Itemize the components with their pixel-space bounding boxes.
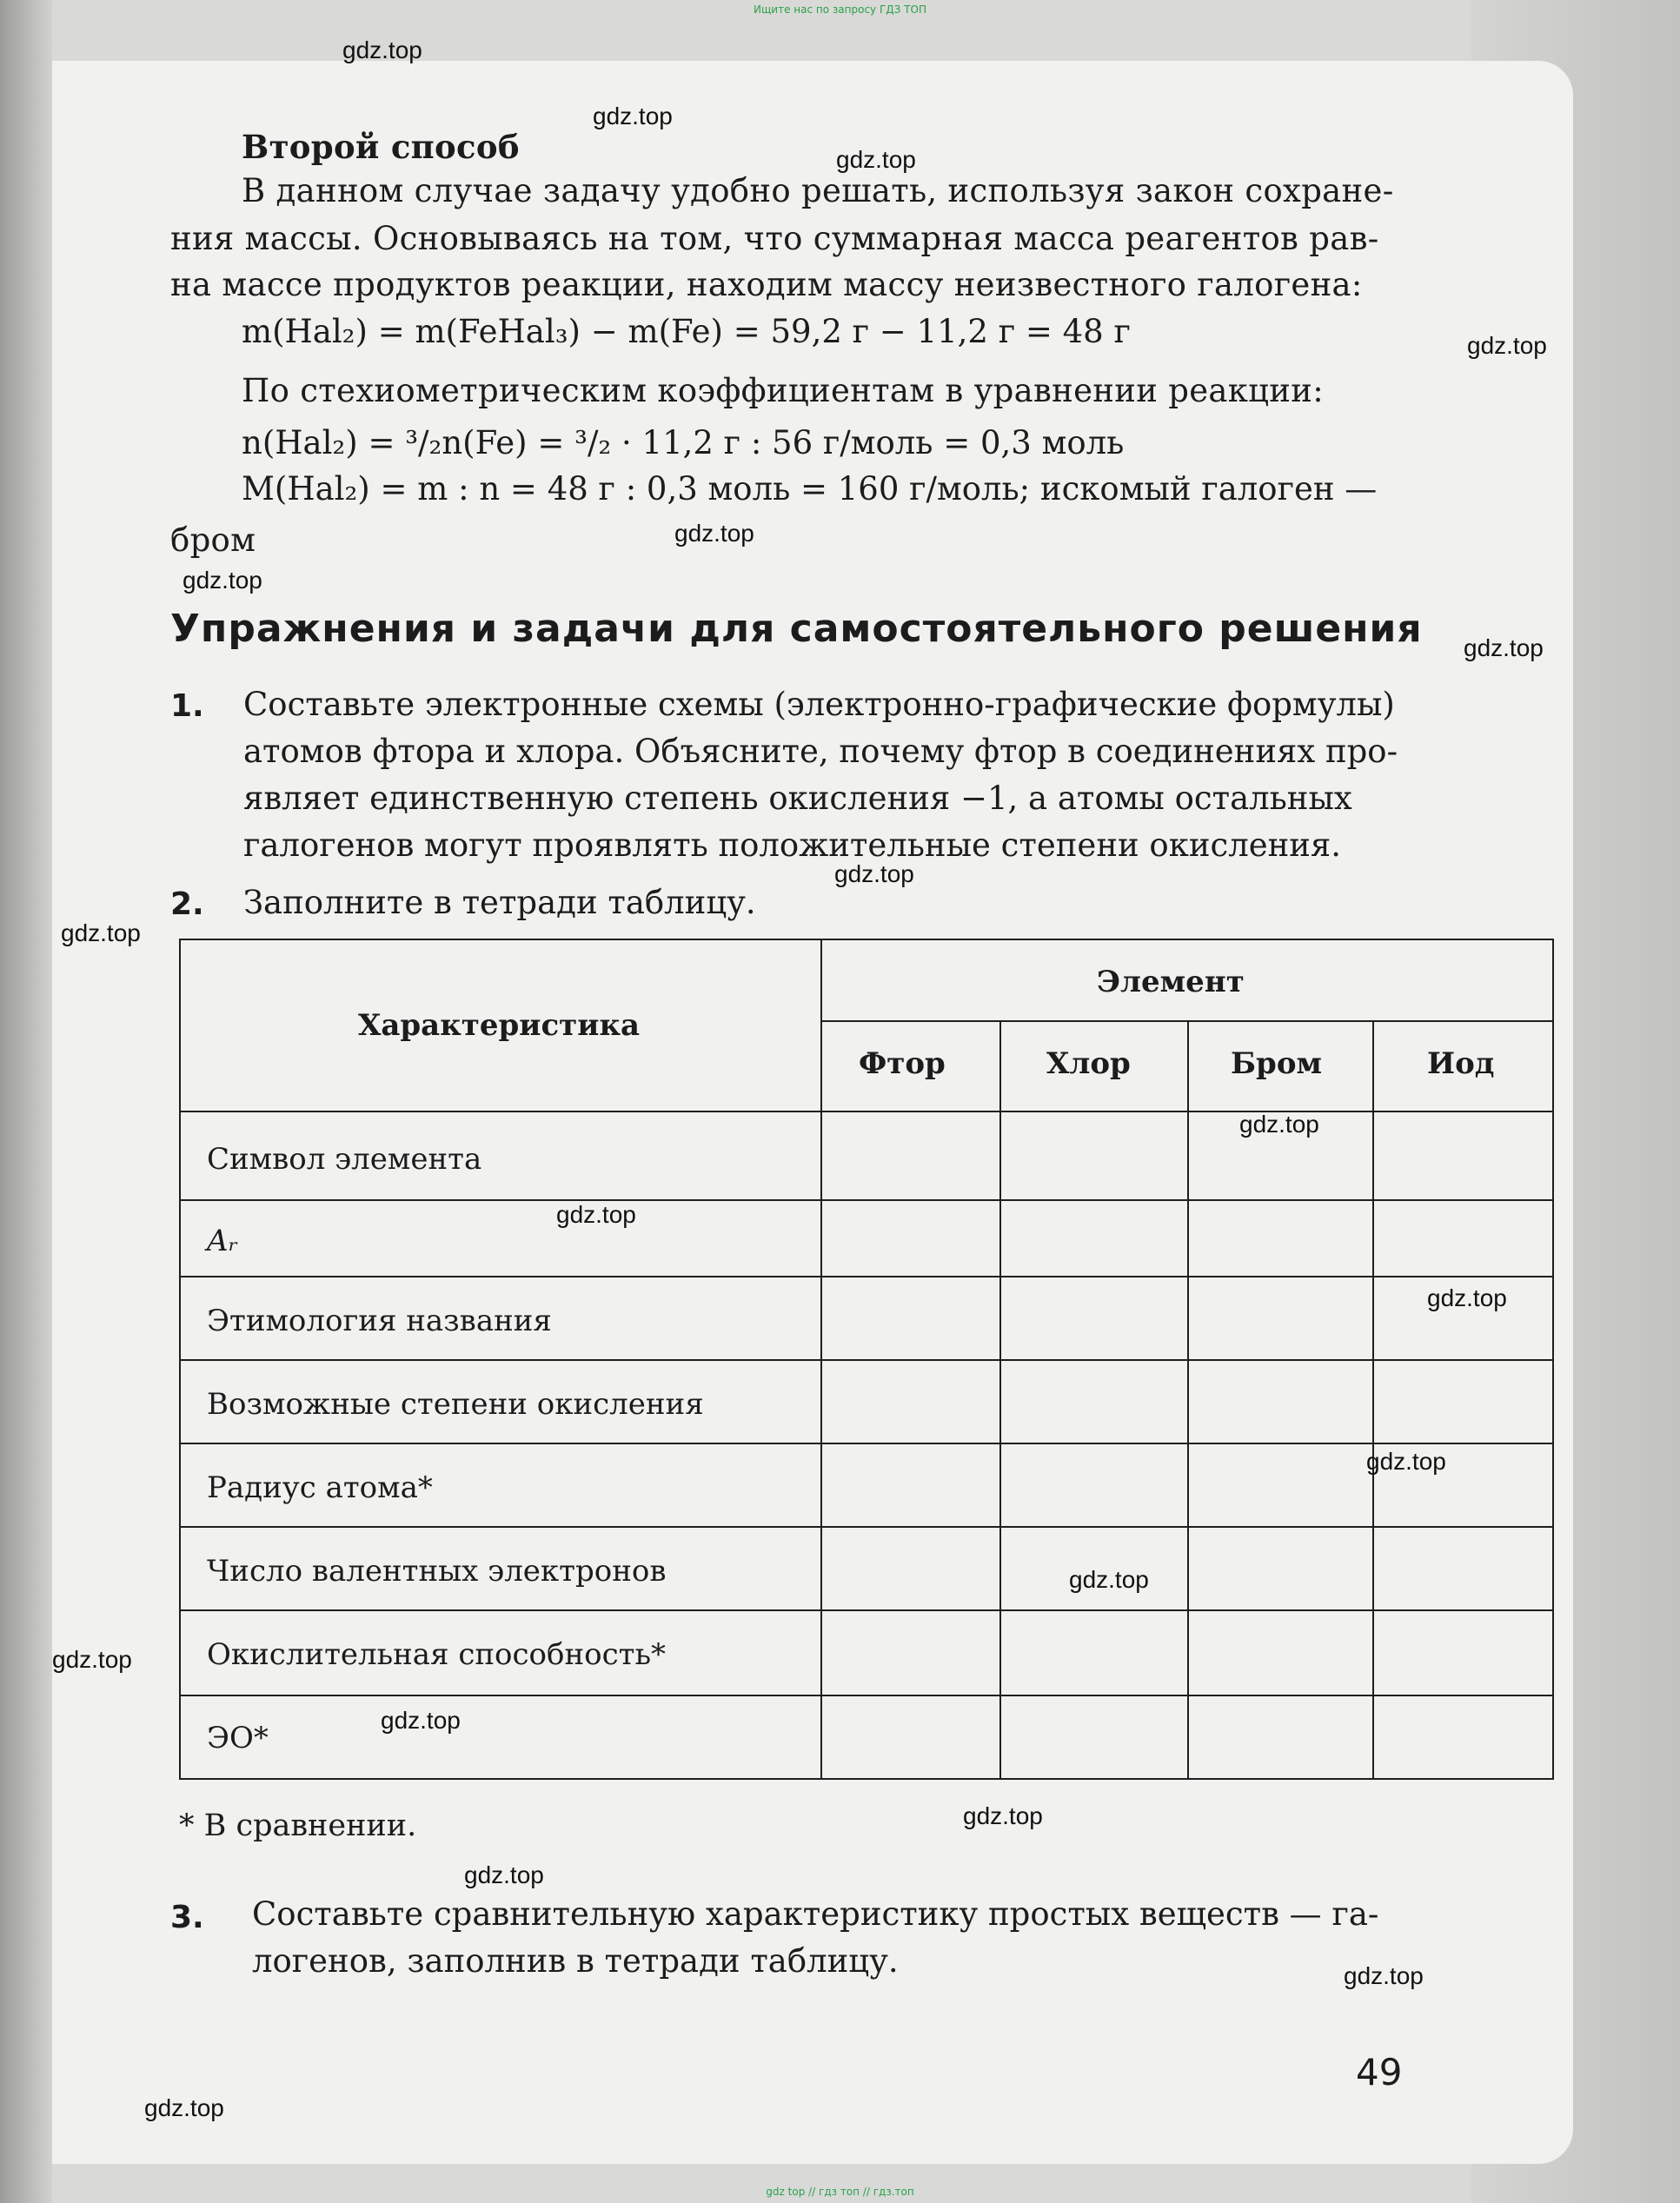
watermark: gdz.top [381,1707,461,1734]
exercise-line: Составьте электронные схемы (электронно-графические формулы) [243,686,1395,723]
formula-moles: n(Hal₂) = ³/₂n(Fe) = ³/₂ · 11,2 г : 56 г/моль = 0,3 моль [242,424,1125,461]
watermark: gdz.top [183,567,262,594]
exercise-line: являет единственную степень окисления −1, а атомы остальных [243,780,1352,817]
watermark: gdz.top [1344,1962,1424,1989]
footnote: * В сравнении. [179,1808,417,1843]
watermark: gdz.top [836,146,916,173]
table-row-label: Этимология названия [207,1304,552,1338]
watermark: gdz.top [556,1201,636,1228]
site-notice-top: Ищите нас по запросу ГДЗ ТОП [754,3,926,16]
watermark: gdz.top [834,860,914,887]
watermark: gdz.top [1467,332,1547,359]
table-row-label: Возможные степени окисления [207,1387,704,1422]
watermark: gdz.top [1366,1448,1446,1475]
element-header: Элемент [1097,965,1245,999]
table-row-label: Символ элемента [207,1142,482,1177]
exercise-number: 2. [170,886,204,922]
element-bromine: Бром [1231,1046,1323,1081]
table-row-label: Окислительная способность* [207,1637,666,1672]
answer-bromine: бром [170,521,256,559]
exercise-number: 1. [170,688,204,724]
paragraph-line: В данном случае задачу удобно решать, используя закон сохране- [242,172,1394,209]
exercise-line: Составьте сравнительную характеристику простых веществ — га- [252,1895,1379,1933]
exercise-line: логенов, заполнив в тетради таблицу. [252,1942,899,1980]
watermark: gdz.top [342,36,422,63]
exercise-line: Заполните в тетради таблицу. [243,884,756,921]
paragraph-line: По стехиометрическим коэффициентам в уравнении реакции: [242,372,1324,409]
element-fluorine: Фтор [859,1046,946,1081]
watermark: gdz.top [1464,634,1544,661]
binding-shadow [0,0,52,2203]
watermark: gdz.top [1427,1284,1507,1311]
formula-molar-mass: M(Hal₂) = m : n = 48 г : 0,3 моль = 160 г/моль; искомый галоген — [242,470,1378,508]
element-iodine: Иод [1427,1046,1495,1081]
exercise-line: атомов фтора и хлора. Объясните, почему фтор в соединениях про- [243,733,1398,770]
watermark: gdz.top [52,1646,132,1673]
table-row-label: Радиус атома* [207,1470,433,1505]
table-row-label: Aᵣ [207,1224,239,1258]
section-title: Второй способ [242,128,520,166]
watermark: gdz.top [61,919,141,946]
watermark: gdz.top [1069,1566,1149,1593]
halogen-table [179,939,1554,1780]
watermark: gdz.top [963,1802,1043,1829]
paragraph-line: ния массы. Основываясь на том, что суммарная масса реагентов рав- [170,220,1379,257]
exercises-heading: Упражнения и задачи для самостоятельного решения [170,607,1423,651]
watermark: gdz.top [464,1861,544,1888]
watermark: gdz.top [144,2094,224,2121]
page-number: 49 [1356,2051,1403,2094]
site-notice-bottom: gdz top // гдз топ // гдз.топ [766,2186,914,2198]
element-chlorine: Хлор [1046,1046,1131,1081]
paragraph-line: на массе продуктов реакции, находим массу неизвестного галогена: [170,266,1363,303]
watermark: gdz.top [593,103,673,129]
watermark: gdz.top [1239,1111,1319,1138]
formula-mass: m(Hal₂) = m(FeHal₃) − m(Fe) = 59,2 г − 11,2 г = 48 г [242,313,1131,350]
watermark: gdz.top [674,520,754,547]
characteristic-header: Характеристика [358,1008,641,1043]
exercise-number: 3. [170,1900,204,1935]
exercise-line: галогенов могут проявлять положительные степени окисления. [243,826,1342,864]
table-row-label: ЭО* [207,1721,269,1755]
table-row-label: Число валентных электронов [207,1554,667,1589]
